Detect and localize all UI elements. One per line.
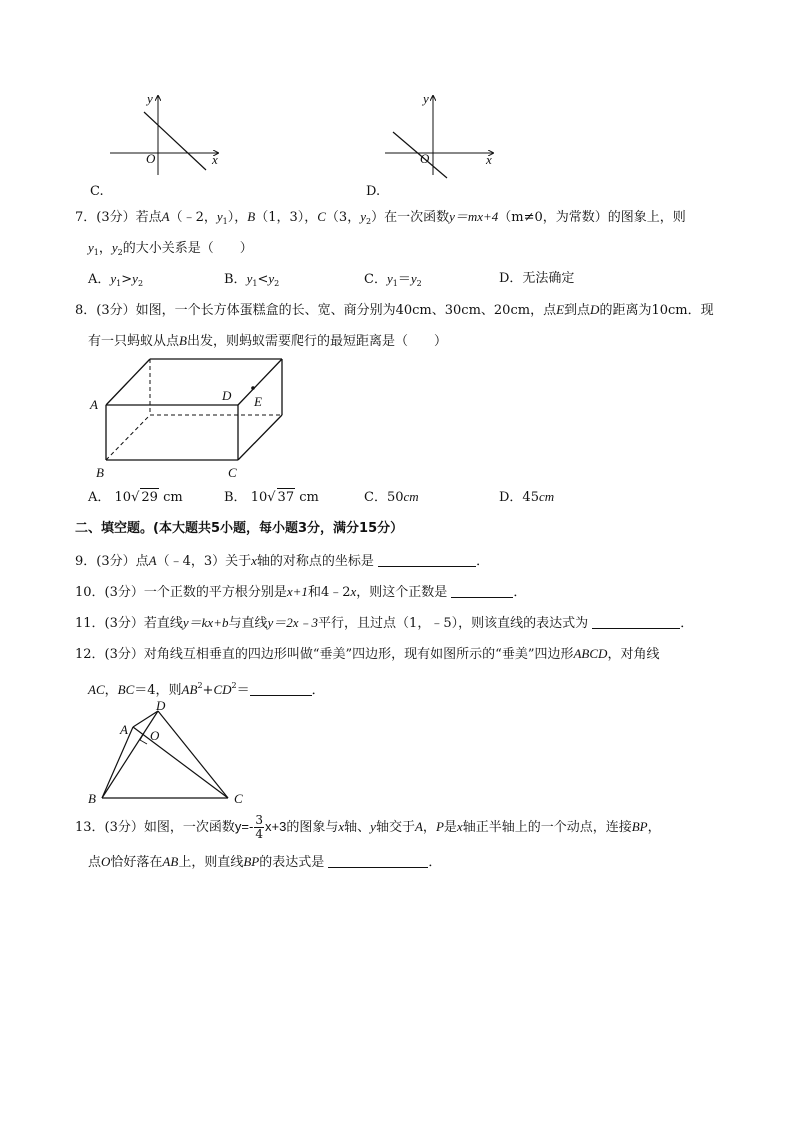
vertex-label-b: B bbox=[96, 465, 104, 480]
question-8-option-d: D．45cm bbox=[499, 489, 555, 505]
answer-blank[interactable] bbox=[592, 614, 680, 629]
axis-label-y: y bbox=[423, 91, 429, 106]
quadrilateral-figure bbox=[100, 700, 240, 800]
vertex-label-c: C bbox=[234, 791, 243, 806]
axis-label-x: x bbox=[486, 152, 492, 167]
question-10: 10．(3分）一个正数的平方根分别是x+1和4﹣2x，则这个正数是 ． bbox=[75, 584, 527, 600]
section-2-heading: 二、填空题。(本大题共5小题，每小题3分，满分15分） bbox=[75, 521, 404, 536]
vertex-label-b: B bbox=[88, 791, 96, 806]
answer-blank[interactable] bbox=[451, 583, 513, 598]
question-12-line-1: 12．(3分）对角线互相垂直的四边形叫做“垂美”四边形，现有如图所示的“垂美”四边形ABCD，对角线 bbox=[75, 646, 660, 662]
origin-label: O bbox=[146, 151, 156, 166]
answer-blank[interactable] bbox=[250, 681, 312, 696]
question-7-line-2: $y_1$，$y_2$的大小关系是（ ） bbox=[88, 240, 253, 257]
question-12-line-2: AC，BC＝4，则$AB^2+CD^2=$ ． bbox=[88, 681, 325, 698]
answer-blank[interactable] bbox=[328, 853, 428, 868]
point-label-e: E bbox=[254, 394, 262, 409]
vertex-label-c: C bbox=[228, 465, 237, 480]
question-13-line-2: 点O恰好落在AB上，则直线BP的表达式是 ． bbox=[88, 854, 442, 870]
question-7-option-d: D．无法确定 bbox=[499, 271, 575, 286]
question-8-line-1: 8．(3分）如图，一个长方体蛋糕盒的长、宽、商分别为40cm、30cm、20cm，点E到点D的距离为10cm．现 bbox=[75, 302, 714, 318]
vertex-label-a: A bbox=[90, 397, 98, 412]
question-9: 9．(3分）点A（﹣4，3）关于x轴的对称点的坐标是 ． bbox=[75, 553, 490, 569]
vertex-label-a: A bbox=[120, 722, 128, 737]
question-7-option-c: C．$y_1=y_2$ bbox=[364, 271, 422, 288]
question-7-option-a: A．$y_1>y_2$ bbox=[88, 271, 144, 288]
question-7-option-b: B．$y_1<y_2$ bbox=[224, 271, 280, 288]
question-11: 11．(3分）若直线y＝kx+b与直线y＝2x﹣3平行，且过点（1，﹣5），则该直线的表达式为 ． bbox=[75, 615, 694, 631]
question-13-line-1: 13．(3分）如图，一次函数y=- $\frac{3}{4}$ x+3的图象与x轴、y轴交于A，P是x轴正半轴上的一个动点，连接BP， bbox=[75, 813, 661, 841]
answer-blank[interactable] bbox=[378, 552, 476, 567]
point-e bbox=[251, 386, 255, 390]
vertex-label-d: D bbox=[156, 698, 166, 713]
axis-label-x: x bbox=[212, 152, 218, 167]
question-7-line-1: 7．(3分）若点A（﹣2，$y_1$），B（1，3），C（3，$y_2$）在一次函数y＝mx+4（m≠0，为常数）的图象上，则 bbox=[75, 209, 686, 226]
axis-label-y: y bbox=[147, 91, 153, 106]
graph-option-c bbox=[100, 90, 230, 180]
vertex-label-d: D bbox=[222, 388, 232, 403]
fraction: $\frac{3}{4}$ bbox=[255, 813, 264, 841]
option-c-label: C. bbox=[90, 184, 104, 199]
origin-label: O bbox=[420, 151, 430, 166]
option-d-label: D. bbox=[366, 184, 381, 199]
question-8-option-a: A． 10√ 29 cm bbox=[88, 490, 183, 505]
question-8-option-c: C．50cm bbox=[364, 489, 419, 505]
question-8-line-2: 有一只蚂蚁从点B出发，则蚂蚁需要爬行的最短距离是（ ） bbox=[88, 333, 447, 349]
question-8-option-b: B． 10√ 37 cm bbox=[224, 490, 319, 505]
center-label-o: O bbox=[150, 728, 160, 743]
